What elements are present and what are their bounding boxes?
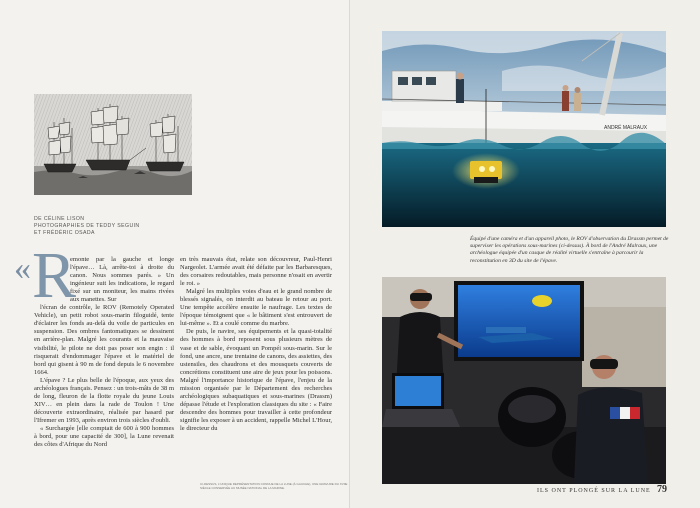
credit-author: DE CÉLINE LISON (34, 216, 85, 222)
paragraph: en très mauvais état, relate son découvreur, Paul-Henri Nargeolet. L'armée avait été défaite par les Barbaresques, des corsaires redoutables, mais personne n'osait en avertir le roi. » (180, 256, 332, 288)
photo-caption: Équipé d'une caméra et d'un appareil photo, le ROV d'observation du Drassm permet de superviser les opérations sous-marines (ci-dessus). À bord de l'André Malraux, une archéologue équipée d'un casque de réalité virtuelle s'entraîne à parcourir la reconstitution en 3D du site de l'épave. (470, 236, 669, 264)
paragraph: l'écran de contrôle, le ROV (Remotely Operated Vehicle), un petit robot sous-marin filoguidé, tente d'éclairer les fonds au-delà du voile de particules en suspension. Des ombres fantomatiques se dessinent en arrière-plan. Malgré les courants et la mauvaise visibilité, le pilote ne doit pas poser son engin : il risquerait d'endommager l'épave et le matériel de bord qui gisent à 90 m de fond depuis le 6 novembre 1664. (34, 304, 174, 376)
paragraph: L'épave ? Le plus belle de l'époque, aux yeux des archéologues français. Pensez : un trois-mâts de 38 m de long, fleuron de la flotte royale du jeune Louis XIV… en plein dans la rade de Toulon ! Une découverte extraordinaire, réalisée par hasard par l'Ifremer en 1993, après environ trois siècles d'oubli. (34, 376, 174, 424)
opening-quote-mark: « (14, 250, 31, 287)
text-column-2 (180, 256, 332, 433)
page-number: 79 (657, 484, 667, 495)
text-column-1 (34, 256, 174, 449)
ship-name-label: ANDRÉ MALRAUX (604, 125, 648, 131)
engraving-image (34, 94, 192, 195)
paragraph: De puis, le navire, ses équipements et la quasi-totalité des hommes à bord reposent sous plusieurs mètres de vase et de sable, évoquant un Pompéi sous-marin. Sur le fond, une ancre, une trentaine de canons, des assiettes, des ustensiles, des chaudrons et des mousquets couverts de concrétions constituent une aire de jeux pour les poissons. Malgré l'importance historique de l'épave, l'enjeu de la mission organisée par le Département des recherches archéologiques subaquatiques et sous-marines (Drassm) dépasse l'étude et l'exploration classiques du site : « Faire descendre des hommes pour travailler à cette profondeur signifie les exposer à un accident, rappelle Michel L'Hour, le directeur du (180, 328, 332, 432)
author-credits (34, 216, 140, 238)
image-footnote: CI-DESSUS, L'UNIQUE REPRÉSENTATION CONNUE DE LA LUNE (À GAUCHE), UNE GRAVURE DU XVIIE SIÈCLE CONSERVÉE AU MUSÉE NATIONAL DE LA MARINE. (200, 482, 348, 490)
credit-photographer: PHOTOGRAPHIES DE TEDDY SEGUIN (34, 223, 140, 230)
running-head: ILS ONT PLONGÉ SUR LA LUNE (537, 488, 651, 494)
paragraph: « Surchargée [elle comptait de 600 à 900 hommes à bord, pour une capacité de 300], la Lune revenait des côtes d'Afrique du Nord (34, 424, 174, 449)
paragraph: Malgré les multiples voies d'eau et le grand nombre de blessés signalés, on interdit au bateau le retour au port. Une tempête accélère ensuite le naufrage. Les textes de l'époque témoignent que « le bâtiment s'est entrouvert de lui-même ». Et a coulé comme du marbre. (180, 288, 332, 328)
drop-cap: R (32, 239, 77, 312)
ship-rov-photo (382, 31, 666, 227)
vr-training-photo (382, 277, 666, 484)
paragraph-intro: emonte par la gauche et longe l'épave… Là, arrête-toi à droite du canon. Nous sommes parés. » Un ingénieur suit les indications, le regard fixé sur un moniteur, les mains rivées aux manettes. Sur (70, 256, 174, 304)
credit-photographer-2: ET FRÉDÉRIC OSADA (34, 230, 95, 237)
